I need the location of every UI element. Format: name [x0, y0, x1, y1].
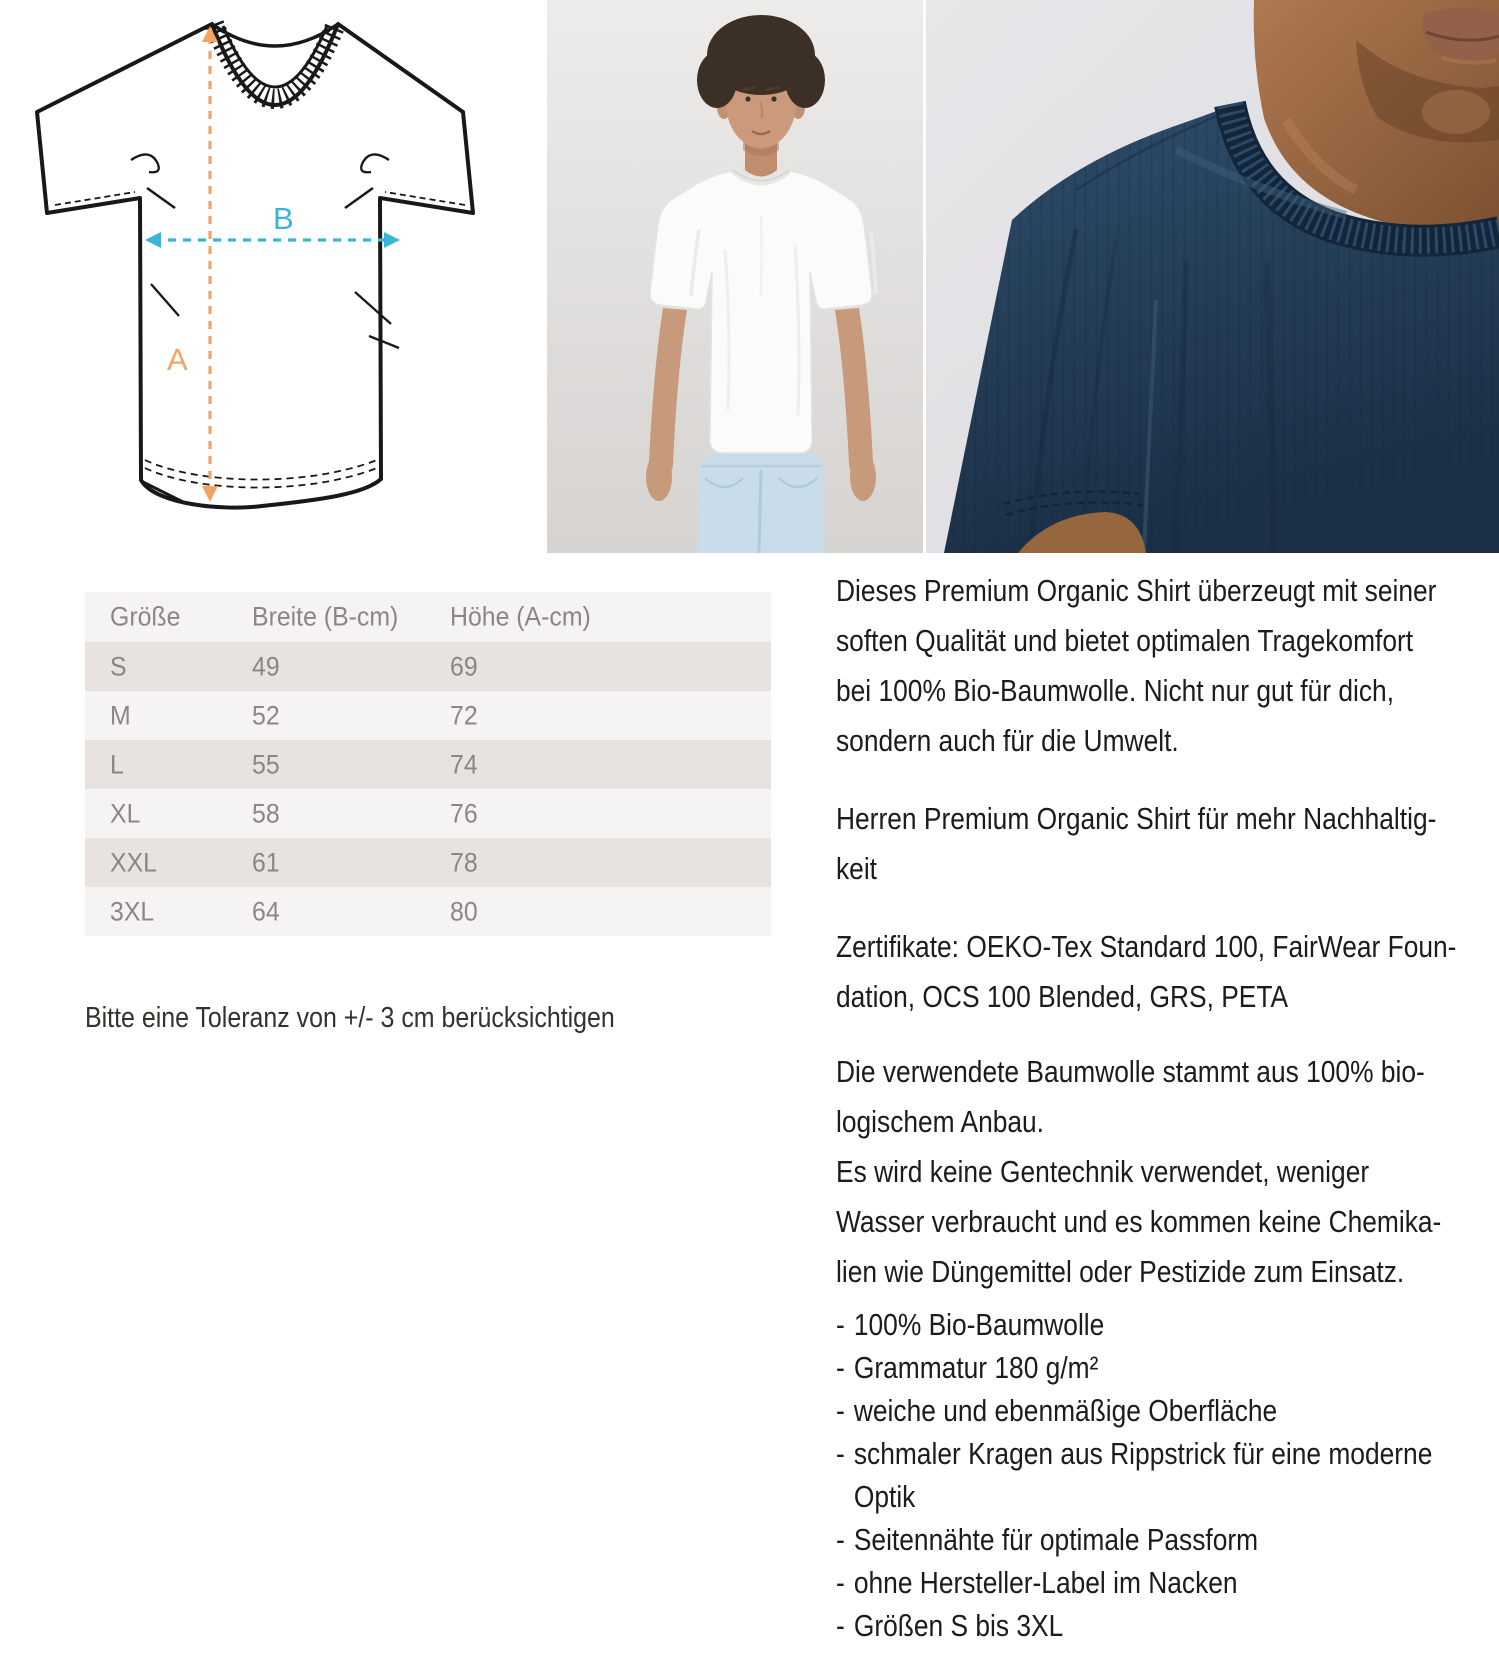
description-line: sondern auch für die Umwelt. [836, 723, 1179, 758]
feature-line: Grammatur 180 g/m² [853, 1350, 1099, 1385]
feature-item [836, 1432, 1433, 1518]
tshirt-outline-drawing [37, 24, 473, 508]
size-row [85, 691, 771, 740]
size-cell-groesse: XXL [110, 847, 157, 877]
height-label: A [167, 342, 188, 377]
size-cell-hoehe: 78 [450, 847, 478, 877]
model-jeans [697, 453, 825, 553]
size-cell-breite: 49 [252, 651, 280, 681]
description-paragraph [836, 922, 1491, 1022]
feature-line: weiche und ebenmäßige Oberfläche [853, 1393, 1278, 1428]
description-line: lien wie Düngemittel oder Pestizide zum Einsatz. [836, 1254, 1405, 1289]
size-cell-groesse: L [110, 749, 124, 779]
feature-list [836, 1303, 1491, 1647]
description-line: Die verwendete Baumwolle stammt aus 100% bio- [836, 1054, 1425, 1089]
size-cell-groesse: S [110, 651, 127, 681]
size-cell-groesse: 3XL [110, 896, 155, 926]
bullet-marker: - [836, 1393, 845, 1428]
size-cell-hoehe: 74 [450, 749, 478, 779]
bullet-marker: - [836, 1565, 845, 1600]
feature-item [836, 1346, 1393, 1389]
model-photo [547, 0, 923, 553]
description-line: Herren Premium Organic Shirt für mehr Nachhaltig- [836, 801, 1437, 836]
feature-line: Optik [853, 1479, 916, 1514]
description-paragraph [836, 566, 1491, 766]
size-cell-hoehe: 80 [450, 896, 478, 926]
size-cell-hoehe: 72 [450, 700, 478, 730]
size-diagram-tshirt [25, 2, 495, 520]
description-line: soften Qualität und bietet optimalen Tragekomfort [836, 623, 1414, 658]
description-line: bei 100% Bio-Baumwolle. Nicht nur gut für dich, [836, 673, 1395, 708]
size-cell-breite: 64 [252, 896, 280, 926]
bullet-marker: - [836, 1436, 845, 1471]
header-hoehe: Höhe (A-cm) [450, 601, 591, 632]
feature-item [836, 1561, 1393, 1604]
size-table [85, 592, 771, 936]
chin-highlight [1422, 90, 1490, 134]
description-line: Wasser verbraucht und es kommen keine Chemika- [836, 1204, 1442, 1239]
feature-item [836, 1303, 1393, 1346]
description-line: keit [836, 851, 878, 886]
feature-line: 100% Bio-Baumwolle [853, 1307, 1105, 1342]
description-line: Dieses Premium Organic Shirt überzeugt mit seiner [836, 573, 1437, 608]
size-table-header [85, 592, 771, 642]
description-line: dation, OCS 100 Blended, GRS, PETA [836, 979, 1289, 1014]
size-cell-hoehe: 76 [450, 798, 478, 828]
size-row [85, 740, 771, 789]
header-breite: Breite (B-cm) [252, 601, 399, 632]
feature-item [836, 1389, 1393, 1432]
feature-line: Seitennähte für optimale Passform [853, 1522, 1259, 1557]
fabric-detail-photo [926, 0, 1499, 553]
feature-line: Größen S bis 3XL [853, 1608, 1064, 1643]
description-line: logischem Anbau. [836, 1104, 1045, 1139]
size-table-body [85, 642, 771, 936]
size-cell-groesse: XL [110, 798, 141, 828]
bullet-marker: - [836, 1608, 845, 1643]
description-line: Zertifikate: OEKO-Tex Standard 100, FairWear Foun- [836, 929, 1457, 964]
product-description [836, 566, 1491, 1647]
header-groesse: Größe [110, 601, 181, 632]
feature-item [836, 1518, 1393, 1561]
size-row [85, 642, 771, 691]
size-cell-hoehe: 69 [450, 651, 478, 681]
size-cell-breite: 55 [252, 749, 280, 779]
size-row [85, 838, 771, 887]
size-cell-breite: 58 [252, 798, 280, 828]
bullet-marker: - [836, 1522, 845, 1557]
size-cell-groesse: M [110, 700, 131, 730]
description-paragraph [836, 1047, 1491, 1297]
feature-line: ohne Hersteller-Label im Nacken [853, 1565, 1238, 1600]
size-cell-breite: 61 [252, 847, 280, 877]
size-cell-breite: 52 [252, 700, 280, 730]
tolerance-note: Bitte eine Toleranz von +/- 3 cm berücksichtigen [85, 1002, 615, 1034]
description-paragraph [836, 794, 1491, 894]
feature-item [836, 1604, 1393, 1647]
size-row [85, 789, 771, 838]
width-label: B [273, 201, 294, 236]
bullet-marker: - [836, 1307, 845, 1342]
feature-line: schmaler Kragen aus Rippstrick für eine moderne [853, 1436, 1433, 1471]
description-line: Es wird keine Gentechnik verwendet, weniger [836, 1154, 1370, 1189]
bullet-marker: - [836, 1350, 845, 1385]
size-row [85, 887, 771, 936]
